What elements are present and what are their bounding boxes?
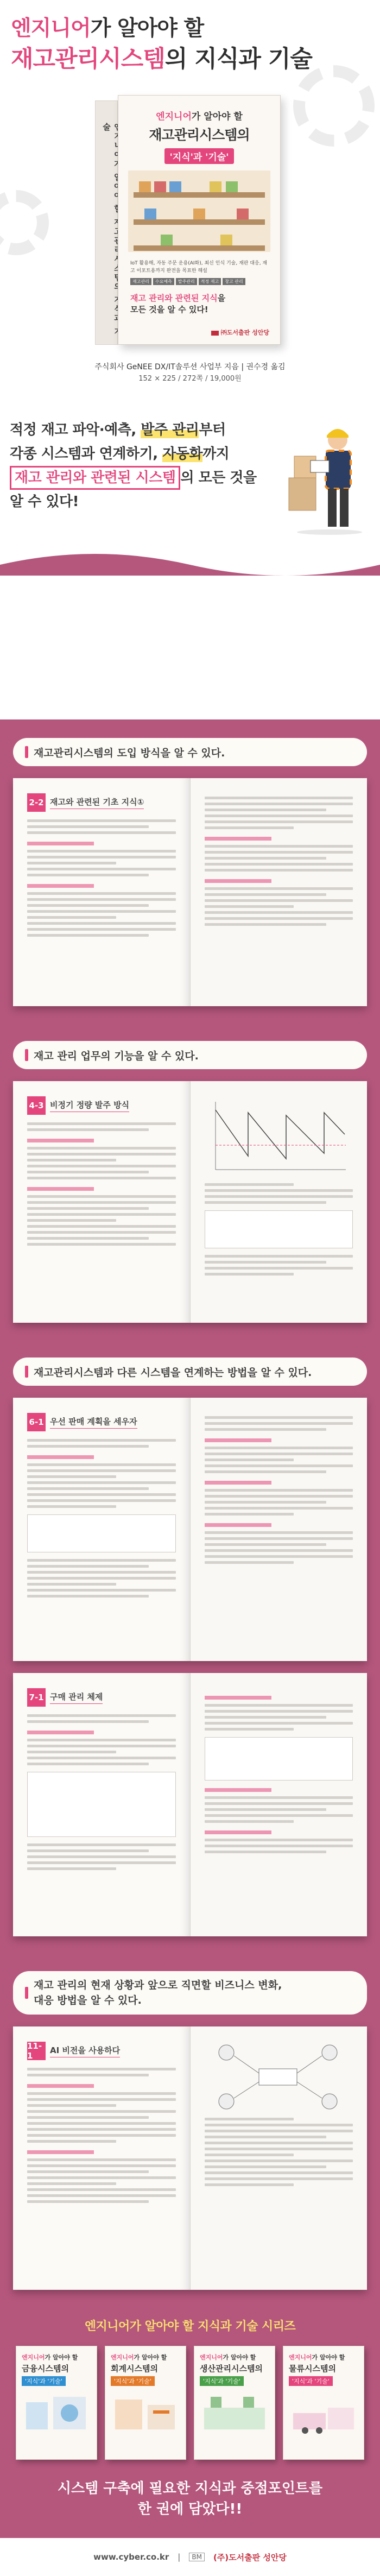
intro-text: 의 모든 것을 (180, 470, 257, 486)
book-page (190, 1081, 368, 1323)
hero-title (0, 0, 380, 75)
chapter-title: 재고와 관련된 기초 지식① (50, 796, 144, 809)
cover-subtitle: '지식'과 '기술' (164, 148, 235, 164)
intro-text: 적정 재고 파악·예측, (10, 422, 141, 438)
intro-highlight: 발주 관리 (141, 422, 199, 438)
cover-tag: 수요예측 (153, 278, 174, 285)
book-page (13, 1673, 190, 1936)
feature-section-1 (0, 719, 380, 1022)
chapter-number: 6-1 (27, 1413, 46, 1431)
cover-title-main: 재고관리시스템의 (149, 127, 250, 143)
book-specs: 152 × 225 / 272쪽 / 19,000원 (138, 375, 242, 383)
chapter-title: 비정기 정량 발주 방식 (50, 1099, 129, 1112)
cover-title-accent: 엔지니어 (156, 111, 192, 122)
spine-title: 술 (102, 123, 111, 132)
chapter-number: 4-3 (27, 1096, 46, 1115)
sawtooth-chart-figure (205, 1096, 351, 1178)
book-spread-image (13, 2026, 367, 2290)
website-link[interactable]: www.cyber.co.kr (93, 2552, 169, 2562)
section-heading (13, 1971, 367, 2015)
section-heading-line: 대응 방법을 알 수 있다. (34, 1994, 142, 2006)
network-diagram-figure (205, 2042, 351, 2112)
series-book (283, 2346, 364, 2460)
series-title: 엔지니어가 알아야 할 지식과 기술 시리즈 (84, 2320, 296, 2333)
feature-section-4 (0, 1953, 380, 2306)
book-page (13, 1398, 190, 1661)
section-heading-line: 재고 관리의 현재 상황과 앞으로 직면할 비즈니스 변화, (34, 1979, 282, 1991)
intro-text: 알 수 있다! (10, 494, 79, 510)
book-spread-image (13, 1673, 367, 1936)
series-book-subtitle: '지식'과 '기술' (111, 2376, 155, 2386)
book-page (190, 1673, 368, 1936)
series-book-accent: 엔지니어 (111, 2354, 134, 2361)
feature-section-2 (0, 1022, 380, 1339)
series-book-subtitle: '지식'과 '기술' (200, 2376, 244, 2386)
series-book-line: 가 알아야 할 (223, 2354, 256, 2361)
bm-logo: BM (189, 2553, 205, 2561)
diagram-figure (27, 1772, 176, 1837)
hero-title-line1: 가 알아야 할 (90, 16, 204, 41)
section-heading: 재고관리시스템의 도입 방식을 알 수 있다. (13, 738, 367, 766)
chapter-title: 구매 관리 체제 (50, 1691, 103, 1704)
feature-section-3 (0, 1339, 380, 1953)
series-book-line: 가 알아야 할 (312, 2354, 345, 2361)
gear-decoration (0, 190, 49, 255)
closing-line: 한 권에 담았다!! (137, 2501, 243, 2517)
chapter-number: 2-2 (27, 793, 46, 812)
series-book-accent: 엔지니어 (22, 2354, 45, 2361)
series-book-accent: 엔지니어 (289, 2354, 312, 2361)
cover-bottom-tail: 을 (217, 293, 226, 303)
table-figure (205, 1210, 353, 1248)
cover-tag: 창고 관리 (223, 278, 245, 285)
series-book-subtitle: '지식'과 '기술' (289, 2376, 333, 2386)
hero-title-accent: 엔지니어 (11, 16, 91, 41)
footer: www.cyber.co.kr | BM (주)도서출판 성안당 (0, 2538, 380, 2576)
cover-tag: 재고관리 (130, 278, 151, 285)
series-book-title: 생산관리시스템의 (200, 2364, 263, 2373)
series-book-title: 물류시스템의 (289, 2364, 336, 2373)
hero-section (0, 0, 380, 719)
series-book-accent: 엔지니어 (200, 2354, 223, 2361)
series-book-title: 금융시스템의 (22, 2364, 69, 2373)
series-book-line: 가 알아야 할 (134, 2354, 167, 2361)
series-book-line: 가 알아야 할 (45, 2354, 78, 2361)
diagram-figure (205, 1737, 353, 1781)
series-section (0, 2306, 380, 2538)
worker-illustration (278, 418, 370, 535)
cover-tags (130, 278, 268, 285)
table-figure (27, 1514, 176, 1552)
gear-decoration (293, 65, 375, 147)
section-heading: 재고 관리 업무의 기능을 알 수 있다. (13, 1041, 367, 1069)
book-page (190, 2026, 368, 2290)
series-book-subtitle: '지식'과 '기술' (22, 2376, 66, 2386)
series-book (105, 2346, 186, 2460)
chapter-title: AI 비전을 사용하다 (50, 2044, 120, 2057)
intro-text: 각종 시스템과 연계하기, (10, 446, 163, 462)
intro-highlight: 자동화 (162, 446, 203, 462)
series-book-list (0, 2346, 380, 2460)
series-book-illustration (111, 2391, 180, 2435)
cover-description: IoT 활용해, 자동 주문 운용(AI화), 최신 인식 기술, 재판 대응, 재고 이포트용까지 완전을 목표한 해설 (130, 261, 268, 274)
intro-text: 부터 (199, 422, 226, 438)
series-book-illustration (200, 2391, 269, 2435)
cover-title-line1: 가 알아야 할 (191, 111, 243, 122)
book-spine (95, 100, 118, 345)
cover-publisher: ㈜도서출판 성안당 (211, 328, 269, 337)
cover-bottom-accent: 재고 관리와 관련된 지식 (130, 293, 218, 303)
closing-copy (0, 2478, 380, 2520)
cover-illustration (128, 171, 270, 252)
wave-decoration (0, 543, 380, 576)
hero-title-highlight: 재고관리시스템 (11, 46, 165, 73)
chapter-title: 우선 판매 계획을 세우자 (50, 1416, 137, 1429)
intro-copy (10, 418, 257, 514)
intro-boxed-text: 재고 관리와 관련된 시스템 (10, 466, 180, 490)
publisher-logo: (주)도서출판 성안당 (213, 2552, 287, 2562)
book-page (13, 1081, 190, 1323)
series-book-title: 회계시스템의 (111, 2364, 158, 2373)
hero-title-line2: 의 지식과 기술 (164, 46, 312, 73)
chapter-number: 7-1 (27, 1688, 46, 1707)
cover-tag: 발주관리 (176, 278, 197, 285)
book-cover (118, 95, 281, 345)
series-book-illustration (289, 2391, 358, 2435)
book-spread-image (13, 1081, 367, 1323)
closing-line: 시스템 구축에 필요한 지식과 중점포인트를 (57, 2480, 323, 2497)
book-cover-image (95, 95, 282, 345)
cover-bottom-line2: 모든 것을 알 수 있다! (130, 305, 208, 314)
intro-text: 까지 (202, 446, 230, 462)
book-authors: 주식회사 GeNEE DX/IT솔루션 사업부 지음 | 권수경 옮김 (94, 363, 286, 371)
series-book (16, 2346, 97, 2460)
book-page (190, 1398, 368, 1661)
series-book-illustration (22, 2391, 91, 2435)
book-meta (0, 361, 380, 385)
book-spread-image (13, 778, 367, 1006)
series-book (194, 2346, 275, 2460)
book-page (190, 778, 368, 1006)
cover-bottom-text (130, 293, 268, 315)
book-page (13, 778, 190, 1006)
chapter-number: 11-1 (27, 2042, 46, 2060)
cover-tag: 적정 재고 (199, 278, 221, 285)
book-page (13, 2026, 190, 2290)
book-spread-image (13, 1398, 367, 1661)
section-heading: 재고관리시스템과 다른 시스템을 연계하는 방법을 알 수 있다. (13, 1358, 367, 1386)
